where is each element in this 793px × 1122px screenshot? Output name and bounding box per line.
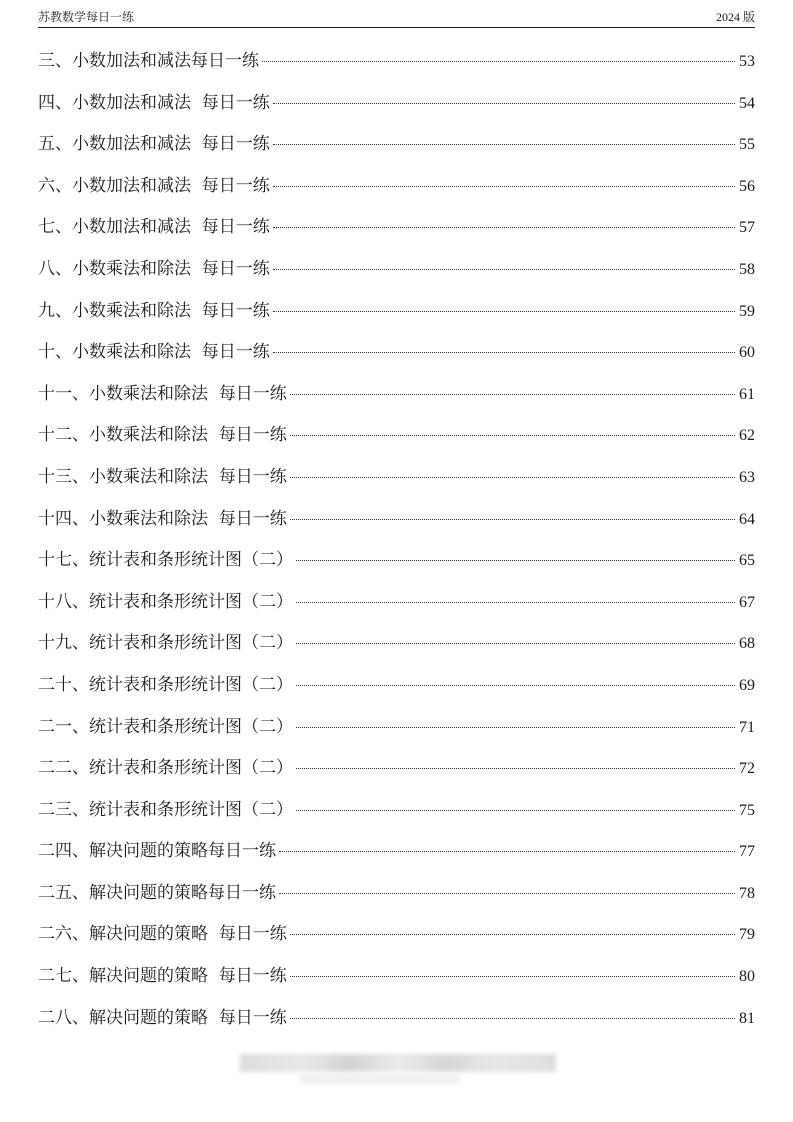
toc-entry-page-number: 81: [739, 1009, 755, 1027]
page-header: [38, 10, 755, 28]
toc-entry[interactable]: [38, 795, 755, 837]
toc-entry-page-number: 67: [739, 593, 755, 611]
toc-entry-title: 六、小数加法和减法 每日一练: [38, 175, 270, 196]
toc-entry-title: 十一、小数乘法和除法 每日一练: [38, 383, 287, 404]
toc-entry-page-number: 79: [739, 926, 755, 944]
toc-entry[interactable]: [38, 129, 755, 171]
table-of-contents: [38, 46, 755, 1044]
toc-entry-page-number: 59: [739, 302, 755, 320]
toc-entry-page-number: 57: [739, 219, 755, 237]
toc-entry[interactable]: [38, 462, 755, 504]
toc-dot-leader: [296, 685, 735, 686]
toc-entry-page-number: 77: [739, 843, 755, 861]
toc-entry-title: 二七、解决问题的策略 每日一练: [38, 966, 287, 987]
toc-entry[interactable]: [38, 337, 755, 379]
toc-entry-title: 九、小数乘法和除法 每日一练: [38, 300, 270, 321]
toc-entry-page-number: 64: [739, 510, 755, 528]
toc-entry[interactable]: [38, 296, 755, 338]
toc-entry[interactable]: [38, 712, 755, 754]
toc-entry[interactable]: [38, 878, 755, 920]
toc-entry[interactable]: [38, 1003, 755, 1045]
toc-entry-title: 三、小数加法和减法每日一练: [38, 51, 259, 71]
toc-entry-page-number: 61: [739, 385, 755, 403]
toc-entry-title: 二八、解决问题的策略 每日一练: [38, 1007, 287, 1028]
toc-entry-page-number: 58: [739, 260, 755, 278]
toc-entry[interactable]: [38, 46, 755, 88]
toc-dot-leader: [296, 727, 735, 728]
toc-entry[interactable]: [38, 587, 755, 629]
toc-entry[interactable]: [38, 961, 755, 1003]
toc-entry[interactable]: [38, 212, 755, 254]
toc-entry[interactable]: [38, 171, 755, 213]
toc-dot-leader: [290, 519, 735, 520]
toc-entry-title: 十二、小数乘法和除法 每日一练: [38, 425, 287, 446]
toc-entry[interactable]: [38, 919, 755, 961]
toc-entry-title: 十九、统计表和条形统计图（二）: [38, 633, 293, 654]
blurred-footer-mark-secondary: [300, 1074, 460, 1084]
toc-entry-page-number: 65: [739, 552, 755, 570]
toc-entry-title: 二六、解决问题的策略 每日一练: [38, 924, 287, 945]
toc-dot-leader: [273, 103, 735, 104]
toc-dot-leader: [296, 560, 735, 561]
toc-dot-leader: [279, 851, 735, 852]
toc-entry-title: 二十、统计表和条形统计图（二）: [38, 674, 293, 695]
toc-entry-page-number: 72: [739, 760, 755, 778]
toc-entry-title: 十八、统计表和条形统计图（二）: [38, 591, 293, 612]
toc-entry[interactable]: [38, 628, 755, 670]
toc-dot-leader: [279, 893, 735, 894]
toc-dot-leader: [290, 934, 735, 935]
blurred-footer-mark: [240, 1054, 556, 1072]
toc-entry-page-number: 56: [739, 177, 755, 195]
toc-entry[interactable]: [38, 504, 755, 546]
toc-dot-leader: [296, 768, 735, 769]
toc-entry-page-number: 69: [739, 676, 755, 694]
header-edition: 2024 版: [715, 10, 755, 24]
toc-dot-leader: [296, 810, 735, 811]
toc-entry-title: 二四、解决问题的策略每日一练: [38, 841, 276, 862]
toc-entry-title: 十七、统计表和条形统计图（二）: [38, 550, 293, 571]
toc-entry-page-number: 62: [739, 427, 755, 445]
toc-dot-leader: [290, 477, 735, 478]
toc-entry-page-number: 53: [739, 53, 755, 70]
toc-entry-page-number: 60: [739, 344, 755, 362]
toc-entry-title: 二二、统计表和条形统计图（二）: [38, 758, 293, 779]
toc-entry[interactable]: [38, 545, 755, 587]
toc-entry-page-number: 68: [739, 635, 755, 653]
toc-entry[interactable]: [38, 836, 755, 878]
toc-entry-title: 十四、小数乘法和除法 每日一练: [38, 508, 287, 529]
toc-entry-title: 十三、小数乘法和除法 每日一练: [38, 466, 287, 487]
toc-entry-title: 五、小数加法和减法 每日一练: [38, 134, 270, 155]
toc-entry-page-number: 55: [739, 136, 755, 154]
toc-entry-title: 二三、统计表和条形统计图（二）: [38, 799, 293, 820]
toc-entry[interactable]: [38, 88, 755, 130]
toc-entry[interactable]: [38, 753, 755, 795]
toc-dot-leader: [273, 269, 735, 270]
toc-dot-leader: [273, 352, 735, 353]
toc-entry-page-number: 63: [739, 468, 755, 486]
toc-dot-leader: [296, 602, 735, 603]
toc-dot-leader: [290, 435, 735, 436]
toc-entry-page-number: 80: [739, 968, 755, 986]
toc-dot-leader: [296, 643, 735, 644]
toc-dot-leader: [273, 227, 735, 228]
toc-dot-leader: [273, 186, 735, 187]
toc-entry-page-number: 75: [739, 801, 755, 819]
toc-entry-title: 二一、统计表和条形统计图（二）: [38, 716, 293, 737]
toc-entry-title: 四、小数加法和减法 每日一练: [38, 92, 270, 113]
toc-dot-leader: [290, 394, 735, 395]
toc-entry-page-number: 71: [739, 718, 755, 736]
toc-dot-leader: [262, 61, 735, 62]
header-book-title: 苏教数学每日一练: [38, 10, 135, 24]
toc-entry-title: 十、小数乘法和除法 每日一练: [38, 342, 270, 363]
toc-entry-page-number: 54: [739, 94, 755, 112]
toc-entry-page-number: 78: [739, 884, 755, 902]
toc-entry[interactable]: [38, 254, 755, 296]
toc-dot-leader: [290, 1018, 735, 1019]
toc-entry-title: 八、小数乘法和除法 每日一练: [38, 258, 270, 279]
toc-entry-title: 七、小数加法和减法 每日一练: [38, 217, 270, 238]
toc-entry[interactable]: [38, 420, 755, 462]
toc-dot-leader: [273, 311, 735, 312]
toc-entry-title: 二五、解决问题的策略每日一练: [38, 882, 276, 903]
toc-entry[interactable]: [38, 379, 755, 421]
toc-dot-leader: [290, 976, 735, 977]
toc-entry[interactable]: [38, 670, 755, 712]
toc-dot-leader: [273, 144, 735, 145]
